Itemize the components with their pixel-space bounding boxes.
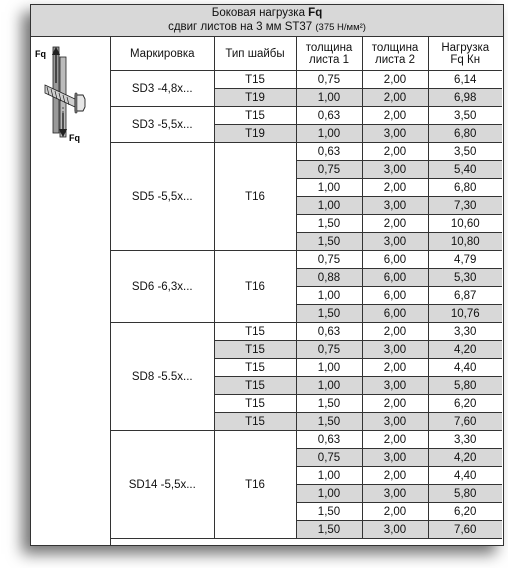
load-cell: 7,30 bbox=[428, 197, 502, 215]
header-title: Боковая нагрузка Fq bbox=[211, 7, 323, 19]
load-cell: 6,98 bbox=[428, 89, 502, 107]
load-table bbox=[111, 37, 502, 539]
load-cell: 10,76 bbox=[428, 305, 502, 323]
thickness-1-cell: 1,00 bbox=[296, 287, 362, 305]
thickness-2-cell: 2,00 bbox=[362, 467, 428, 485]
thickness-1-cell: 1,50 bbox=[296, 413, 362, 431]
marking-cell: SD14 -5,5x... bbox=[111, 431, 214, 539]
load-cell: 3,50 bbox=[428, 143, 502, 161]
load-cell: 4,79 bbox=[428, 251, 502, 269]
thickness-1-cell: 1,00 bbox=[296, 179, 362, 197]
load-cell: 10,60 bbox=[428, 215, 502, 233]
washer-cell: T16 bbox=[214, 431, 296, 539]
thickness-2-cell: 6,00 bbox=[362, 305, 428, 323]
thickness-2-cell: 2,00 bbox=[362, 431, 428, 449]
thickness-1-cell: 0,63 bbox=[296, 323, 362, 341]
force-label-bottom: Fq bbox=[69, 133, 80, 143]
thickness-1-cell: 1,00 bbox=[296, 125, 362, 143]
table-row bbox=[111, 71, 502, 89]
marking-cell: SD5 -5,5x... bbox=[111, 143, 214, 251]
thickness-1-cell: 0,63 bbox=[296, 143, 362, 161]
col-marking: Маркировка bbox=[111, 37, 214, 71]
screw-illustration bbox=[31, 37, 110, 545]
thickness-1-cell: 1,00 bbox=[296, 467, 362, 485]
thickness-2-cell: 2,00 bbox=[362, 359, 428, 377]
thickness-2-cell: 3,00 bbox=[362, 521, 428, 539]
load-cell: 4,20 bbox=[428, 341, 502, 359]
washer-cell: T16 bbox=[214, 251, 296, 323]
thickness-2-cell: 3,00 bbox=[362, 125, 428, 143]
washer-cell: T15 bbox=[214, 71, 296, 89]
thickness-1-cell: 1,50 bbox=[296, 305, 362, 323]
thickness-2-cell: 3,00 bbox=[362, 377, 428, 395]
thickness-1-cell: 0,75 bbox=[296, 161, 362, 179]
thickness-1-cell: 1,00 bbox=[296, 485, 362, 503]
load-cell: 7,60 bbox=[428, 521, 502, 539]
thickness-1-cell: 0,75 bbox=[296, 71, 362, 89]
thickness-1-cell: 1,50 bbox=[296, 233, 362, 251]
column-header-row bbox=[111, 37, 502, 71]
load-cell: 7,60 bbox=[428, 413, 502, 431]
thickness-2-cell: 2,00 bbox=[362, 107, 428, 125]
thickness-2-cell: 3,00 bbox=[362, 197, 428, 215]
thickness-2-cell: 2,00 bbox=[362, 323, 428, 341]
thickness-2-cell: 2,00 bbox=[362, 179, 428, 197]
thickness-1-cell: 1,00 bbox=[296, 359, 362, 377]
thickness-2-cell: 3,00 bbox=[362, 413, 428, 431]
marking-cell: SD6 -6,3x... bbox=[111, 251, 214, 323]
col-washer: Тип шайбы bbox=[214, 37, 296, 71]
load-cell: 5,30 bbox=[428, 269, 502, 287]
thickness-2-cell: 3,00 bbox=[362, 161, 428, 179]
thickness-1-cell: 0,75 bbox=[296, 449, 362, 467]
load-cell: 4,40 bbox=[428, 467, 502, 485]
load-cell: 6,20 bbox=[428, 395, 502, 413]
washer-cell: T16 bbox=[214, 143, 296, 251]
thickness-1-cell: 1,50 bbox=[296, 521, 362, 539]
load-cell: 4,40 bbox=[428, 359, 502, 377]
thickness-1-cell: 1,50 bbox=[296, 503, 362, 521]
load-cell: 6,20 bbox=[428, 503, 502, 521]
col-thickness-1: толщина листа 1 bbox=[296, 37, 362, 71]
table-row bbox=[111, 143, 502, 161]
table-row bbox=[111, 251, 502, 269]
thickness-2-cell: 2,00 bbox=[362, 89, 428, 107]
thickness-2-cell: 2,00 bbox=[362, 143, 428, 161]
table-row bbox=[111, 323, 502, 341]
washer-cell: T15 bbox=[214, 359, 296, 377]
table-row bbox=[111, 107, 502, 125]
thickness-1-cell: 1,50 bbox=[296, 395, 362, 413]
load-cell: 3,50 bbox=[428, 107, 502, 125]
load-cell: 5,80 bbox=[428, 377, 502, 395]
thickness-2-cell: 2,00 bbox=[362, 503, 428, 521]
thickness-1-cell: 0,88 bbox=[296, 269, 362, 287]
thickness-1-cell: 0,63 bbox=[296, 107, 362, 125]
thickness-1-cell: 0,75 bbox=[296, 341, 362, 359]
load-cell: 6,80 bbox=[428, 179, 502, 197]
washer-cell: T15 bbox=[214, 107, 296, 125]
thickness-1-cell: 0,75 bbox=[296, 251, 362, 269]
marking-cell: SD3 -5,5x... bbox=[111, 107, 214, 143]
load-cell: 6,87 bbox=[428, 287, 502, 305]
col-load: Нагрузка Fq Кн bbox=[428, 37, 502, 71]
washer-cell: T15 bbox=[214, 413, 296, 431]
marking-cell: SD8 -5.5x... bbox=[111, 323, 214, 431]
load-cell: 3,30 bbox=[428, 431, 502, 449]
thickness-2-cell: 2,00 bbox=[362, 215, 428, 233]
thickness-1-cell: 1,00 bbox=[296, 377, 362, 395]
washer-cell: T19 bbox=[214, 125, 296, 143]
thickness-2-cell: 3,00 bbox=[362, 449, 428, 467]
washer-cell: T15 bbox=[214, 395, 296, 413]
washer-cell: T15 bbox=[214, 377, 296, 395]
load-cell: 5,40 bbox=[428, 161, 502, 179]
load-cell: 3,30 bbox=[428, 323, 502, 341]
load-cell: 4,20 bbox=[428, 449, 502, 467]
thickness-1-cell: 1,50 bbox=[296, 215, 362, 233]
shear-load-figure bbox=[31, 37, 111, 545]
table-row bbox=[111, 431, 502, 449]
load-cell: 6,14 bbox=[428, 71, 502, 89]
washer-cell: T19 bbox=[214, 89, 296, 107]
thickness-2-cell: 3,00 bbox=[362, 485, 428, 503]
marking-cell: SD3 -4,8x... bbox=[111, 71, 214, 107]
thickness-2-cell: 6,00 bbox=[362, 251, 428, 269]
load-cell: 6,80 bbox=[428, 125, 502, 143]
thickness-2-cell: 2,00 bbox=[362, 395, 428, 413]
thickness-2-cell: 6,00 bbox=[362, 287, 428, 305]
thickness-2-cell: 3,00 bbox=[362, 233, 428, 251]
force-label-top: Fq bbox=[35, 49, 46, 59]
table-header bbox=[31, 5, 503, 37]
thickness-1-cell: 1,00 bbox=[296, 89, 362, 107]
thickness-1-cell: 1,00 bbox=[296, 197, 362, 215]
washer-cell: T15 bbox=[214, 341, 296, 359]
thickness-2-cell: 6,00 bbox=[362, 269, 428, 287]
header-subtitle: сдвиг листов на 3 мм ST37 (375 Н/мм²) bbox=[168, 21, 366, 33]
washer-cell: T15 bbox=[214, 323, 296, 341]
thickness-2-cell: 3,00 bbox=[362, 341, 428, 359]
load-cell: 5,80 bbox=[428, 485, 502, 503]
load-cell: 10,80 bbox=[428, 233, 502, 251]
thickness-1-cell: 0,63 bbox=[296, 431, 362, 449]
thickness-2-cell: 2,00 bbox=[362, 71, 428, 89]
load-table-card bbox=[30, 4, 504, 546]
col-thickness-2: толщина листа 2 bbox=[362, 37, 428, 71]
